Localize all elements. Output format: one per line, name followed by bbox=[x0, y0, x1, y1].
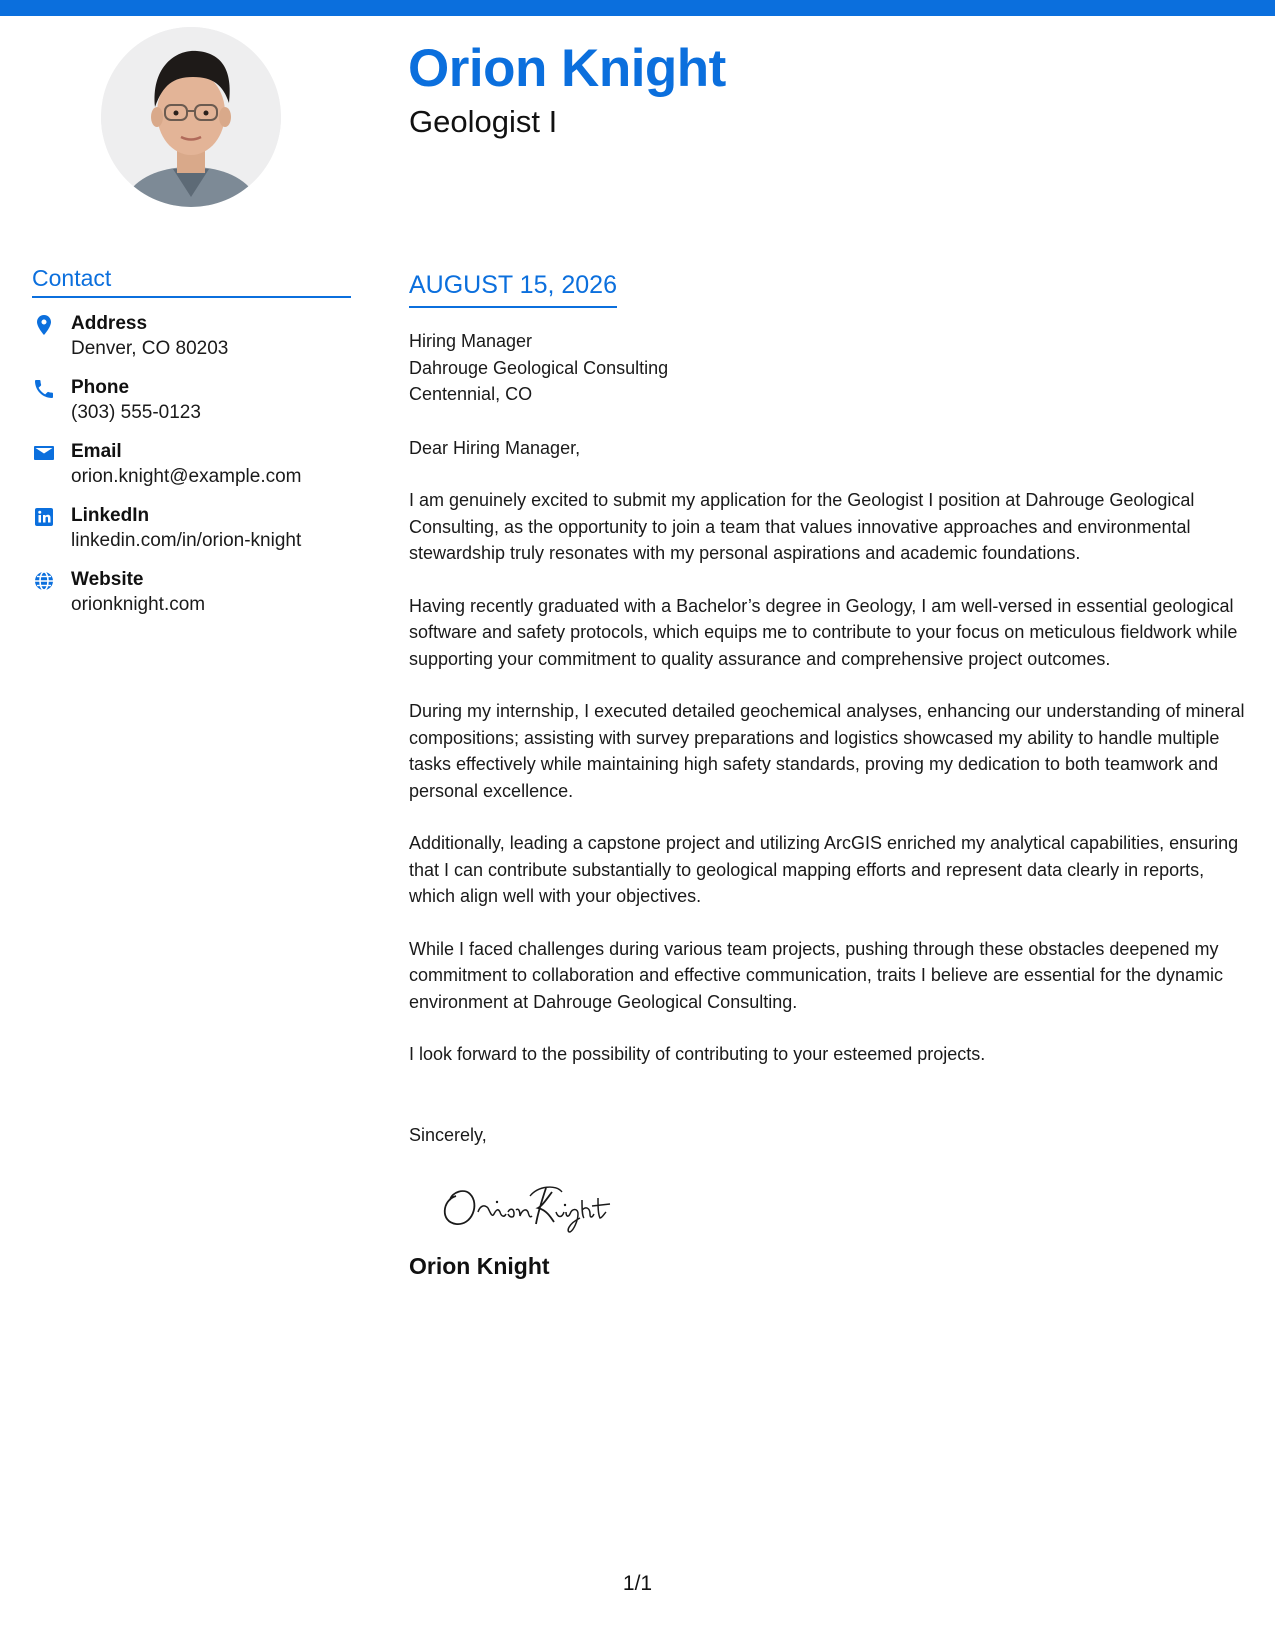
location-pin-icon bbox=[32, 313, 56, 337]
contact-item-email bbox=[32, 440, 351, 490]
contact-item-phone bbox=[32, 376, 351, 426]
email-label: Email bbox=[71, 440, 122, 462]
website-label: Website bbox=[71, 568, 144, 590]
recipient-line: Centennial, CO bbox=[409, 384, 533, 404]
contact-heading: Contact bbox=[32, 265, 351, 298]
letter-date: AUGUST 15, 2026 bbox=[409, 270, 617, 308]
recipient-line: Hiring Manager bbox=[409, 331, 533, 351]
top-accent-bar bbox=[0, 0, 1275, 16]
applicant-name: Orion Knight bbox=[408, 39, 726, 98]
envelope-icon bbox=[32, 441, 56, 465]
globe-icon bbox=[32, 569, 56, 593]
body-paragraph: During my internship, I executed detailed geochemical analyses, enhancing our understanding of mineral compositions; assisting with survey preparations and logistics showcased my ability to handle multiple tasks effectively while maintaining high safety standards, proving my dedication to both teamwork and personal excellence. bbox=[409, 701, 1245, 801]
linkedin-icon bbox=[32, 505, 56, 529]
address-value: Denver, CO 80203 bbox=[71, 337, 229, 359]
body-paragraph: I am genuinely excited to submit my application for the Geologist I position at Dahrouge Geological Consulting, as the opportunity to join a team that values innovative approaches and environmental stewardship truly resonates with my personal aspirations and academic foundations. bbox=[409, 490, 1195, 563]
closing: Sincerely, bbox=[409, 1124, 487, 1145]
phone-value: (303) 555-0123 bbox=[71, 401, 201, 423]
body-paragraph: Having recently graduated with a Bachelor’s degree in Geology, I am well-versed in essential geological software and safety protocols, which equips me to contribute to your focus on meticulous fieldwork while supporting your commitment to quality assurance and comprehensive project outcomes. bbox=[409, 595, 1238, 669]
job-title: Geologist I bbox=[409, 104, 558, 139]
signer-name: Orion Knight bbox=[409, 1253, 550, 1279]
salutation: Dear Hiring Manager, bbox=[409, 437, 581, 458]
letter-body bbox=[409, 270, 1254, 1280]
linkedin-value[interactable]: linkedin.com/in/orion-knight bbox=[71, 529, 302, 551]
contact-item-website bbox=[32, 568, 351, 618]
avatar bbox=[101, 27, 281, 207]
contact-item-address bbox=[32, 312, 351, 362]
linkedin-label: LinkedIn bbox=[71, 504, 150, 526]
body-paragraph: Additionally, leading a capstone project and utilizing ArcGIS enriched my analytical capabilities, ensuring that I can contribute substantially to geological mapping efforts and represent data clearly in reports, which align well with your objectives. bbox=[409, 833, 1239, 906]
body-paragraph: While I faced challenges during various team projects, pushing through these obstacles deepened my commitment to collaboration and effective communication, traits I believe are essential for the dynamic environment at Dahrouge Geological Consulting. bbox=[409, 938, 1224, 1012]
contact-sidebar bbox=[32, 265, 351, 618]
handwritten-signature bbox=[434, 1174, 674, 1234]
phone-label: Phone bbox=[71, 376, 130, 398]
phone-icon bbox=[32, 377, 56, 401]
recipient-block bbox=[409, 328, 1254, 408]
page-number: 1/1 bbox=[622, 1572, 653, 1595]
recipient-line: Dahrouge Geological Consulting bbox=[409, 357, 669, 378]
body-paragraph: I look forward to the possibility of contributing to your esteemed projects. bbox=[409, 1044, 986, 1064]
address-label: Address bbox=[71, 312, 148, 334]
contact-item-linkedin bbox=[32, 504, 351, 554]
website-value[interactable]: orionknight.com bbox=[71, 593, 206, 615]
email-value[interactable]: orion.knight@example.com bbox=[71, 465, 302, 487]
